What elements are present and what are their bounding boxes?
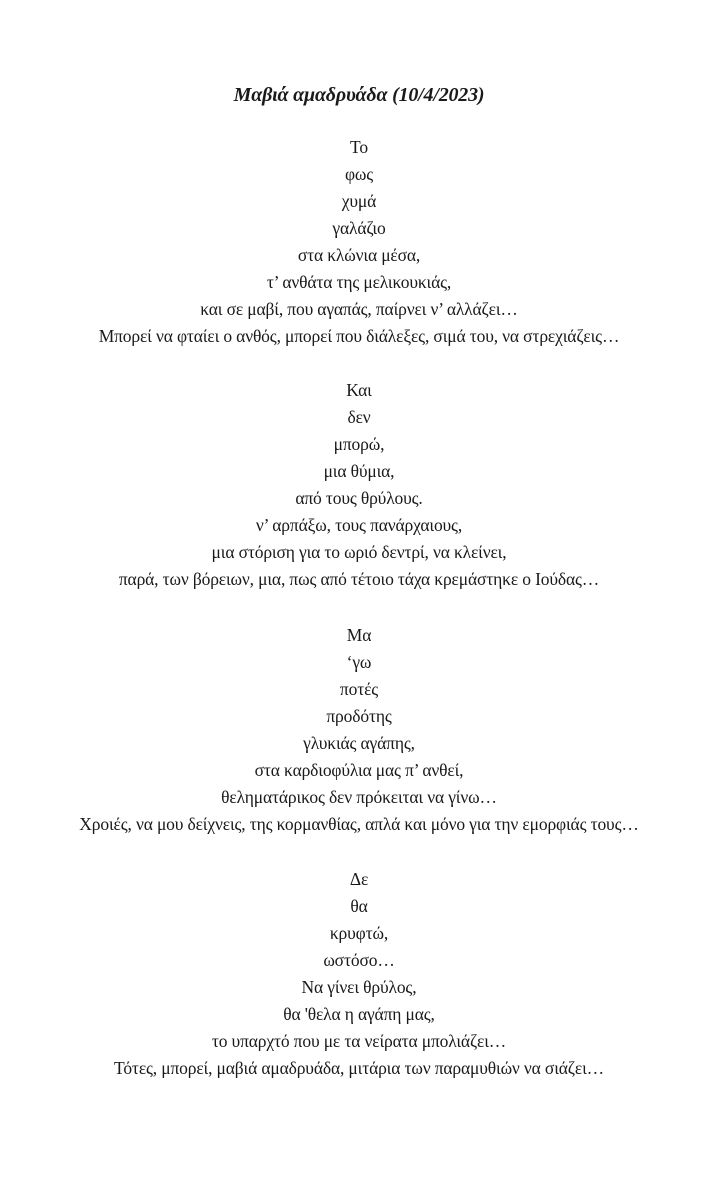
poem-line: στα κλώνια μέσα,	[297, 245, 421, 265]
poem-line: Τότες, μπορεί, μαβιά αμαδρυάδα, μιτάρια των παραμυθιών να σιάζει…	[114, 1058, 604, 1078]
poem-line: ‘γω	[346, 652, 372, 672]
poem-line: ωστόσο…	[323, 950, 395, 970]
poem-line: παρά, των βόρειων, μια, πως από τέτοιο τάχα κρεμάστηκε ο Ιούδας…	[118, 569, 600, 589]
poem-line: στα καρδιοφύλια μας π’ ανθεί,	[254, 760, 464, 780]
poem-line: προδότης	[326, 706, 392, 726]
poem-line: χυμά	[341, 191, 377, 211]
poem-line: θα 'θελα η αγάπη μας,	[283, 1004, 435, 1024]
poem-line: Και	[346, 380, 372, 400]
poem-line: Χροιές, να μου δείχνεις, της κορμανθίας, απλά και μόνο για την εμορφιάς τους…	[79, 814, 639, 834]
poem-line: φως	[344, 164, 374, 184]
poem-line: Δε	[349, 869, 369, 889]
poem-line: γαλάζιο	[332, 218, 386, 238]
poem-line: μια στόριση για το ωριό δεντρί, να κλείνει,	[211, 542, 507, 562]
poem-line: από τους θρύλους.	[295, 488, 423, 508]
poem-line: Μα	[346, 625, 372, 645]
poem-line: και σε μαβί, που αγαπάς, παίρνει ν’ αλλάζει…	[200, 299, 518, 319]
poem-line: ν’ αρπάξω, τους πανάρχαιους,	[255, 515, 463, 535]
poem-line: δεν	[347, 407, 371, 427]
poem-line: Το	[350, 137, 368, 157]
poem-line: γλυκιάς αγάπης,	[303, 733, 415, 753]
stanza-4	[0, 866, 718, 1082]
stanza-1	[0, 134, 718, 350]
poem-line: κρυφτώ,	[329, 923, 389, 943]
poem-line: μια θύμια,	[323, 461, 395, 481]
poem-line: τ’ ανθάτα της μελικουκιάς,	[266, 272, 452, 292]
poem-title: Μαβιά αμαδρυάδα (10/4/2023)	[233, 84, 485, 106]
stanza-2	[0, 377, 718, 593]
poem-line: μπορώ,	[333, 434, 385, 454]
poem-line: θα	[350, 896, 368, 916]
poem-line: το υπαρχτό που με τα νείρατα μπολιάζει…	[211, 1031, 507, 1051]
poem-line: Μπορεί να φταίει ο ανθός, μπορεί που διάλεξες, σιμά του, να στρεχιάζεις…	[98, 326, 620, 346]
stanza-3	[0, 622, 718, 838]
poem-line: ποτές	[339, 679, 379, 699]
poem-line: θεληματάρικος δεν πρόκειται να γίνω…	[221, 787, 497, 807]
poem-line: Να γίνει θρύλος,	[301, 977, 417, 997]
